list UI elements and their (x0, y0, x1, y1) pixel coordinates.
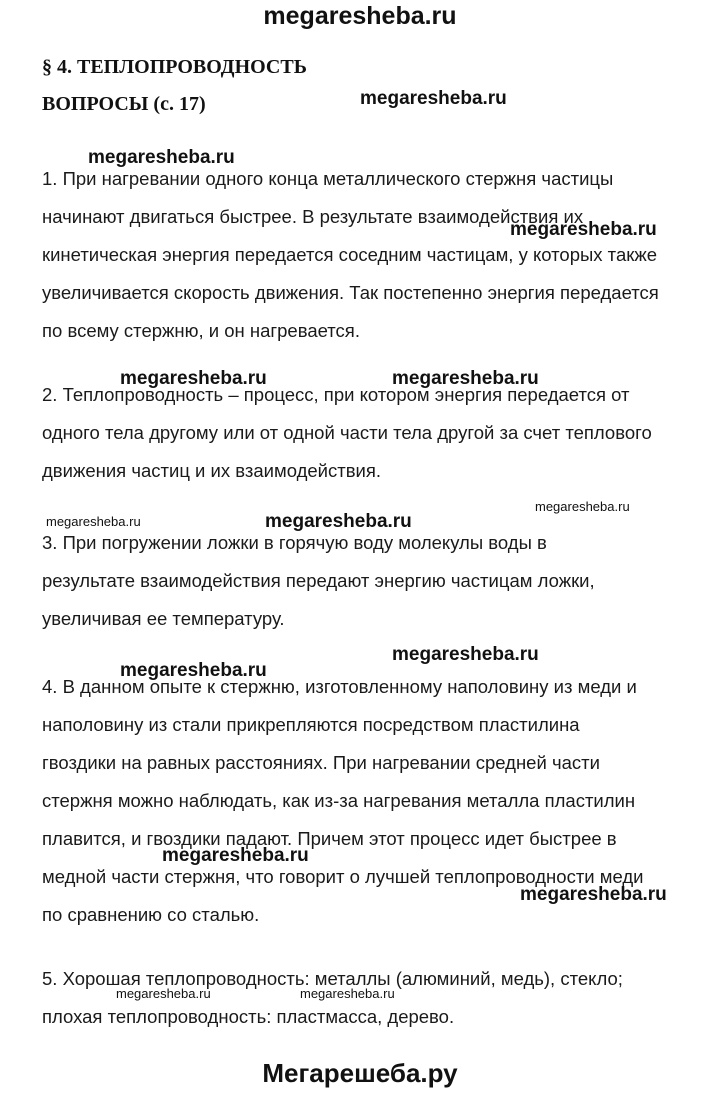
answer-line: увеличивается скорость движения. Так постепенно энергия передается (42, 282, 659, 303)
watermark: megaresheba.ru (88, 147, 235, 168)
watermark: megaresheba.ru (162, 845, 309, 866)
watermark: megaresheba.ru (392, 368, 539, 389)
answer-line: кинетическая энергия передается соседним частицам, у которых также (42, 244, 657, 265)
watermark: megaresheba.ru (120, 660, 267, 681)
watermark: megaresheba.ru (520, 884, 667, 905)
watermark: megaresheba.ru (116, 986, 211, 1001)
site-header: megaresheba.ru (263, 2, 457, 30)
answer-line: 2. Теплопроводность – процесс, при котором энергия передается от (42, 384, 630, 405)
answer-line: стержня можно наблюдать, как из-за нагревания металла пластилин (42, 790, 636, 811)
watermark: megaresheba.ru (392, 644, 539, 665)
answer-line: 5. Хорошая теплопроводность: металлы (алюминий, медь), стекло; (42, 968, 623, 989)
watermark: megaresheba.ru (120, 368, 267, 389)
answer-1 (42, 160, 702, 350)
answer-line: по всему стержню, и он нагревается. (42, 320, 360, 341)
answer-3 (42, 524, 702, 638)
answer-line: одного тела другому или от одной части тела другой за счет теплового (42, 422, 652, 443)
watermark: megaresheba.ru (510, 219, 657, 240)
answer-line: наполовину из стали прикрепляются посредством пластилина (42, 714, 580, 735)
section-subtitle: ВОПРОСЫ (с. 17) (42, 93, 206, 115)
answer-line: начинают двигаться быстрее. В результате взаимодействия их (42, 206, 584, 227)
answer-line: плавится, и гвоздики падают. Причем этот процесс идет быстрее в (42, 828, 617, 849)
answer-line: 1. При нагревании одного конца металлического стержня частицы (42, 168, 614, 189)
answer-line: плохая теплопроводность: пластмасса, дерево. (42, 1006, 455, 1027)
answer-line: гвоздики на равных расстояниях. При нагревании средней части (42, 752, 600, 773)
answer-line: увеличивая ее температуру. (42, 608, 285, 629)
watermark: megaresheba.ru (46, 514, 141, 529)
answer-line: 3. При погружении ложки в горячую воду молекулы воды в (42, 532, 547, 553)
watermark: megaresheba.ru (265, 511, 412, 532)
watermark: megaresheba.ru (535, 499, 630, 514)
answer-line: по сравнению со сталью. (42, 904, 260, 925)
section-title: § 4. ТЕПЛОПРОВОДНОСТЬ (42, 56, 307, 78)
answer-line: медной части стержня, что говорит о лучшей теплопроводности меди (42, 866, 644, 887)
watermark: megaresheba.ru (360, 88, 507, 109)
answer-2 (42, 376, 702, 490)
answer-line: движения частиц и их взаимодействия. (42, 460, 382, 481)
answer-line: результате взаимодействия передают энергию частицам ложки, (42, 570, 595, 591)
watermark: megaresheba.ru (300, 986, 395, 1001)
site-footer: Мегарешеба.ру (262, 1058, 458, 1088)
answer-line: 4. В данном опыте к стержню, изготовленному наполовину из меди и (42, 676, 637, 697)
